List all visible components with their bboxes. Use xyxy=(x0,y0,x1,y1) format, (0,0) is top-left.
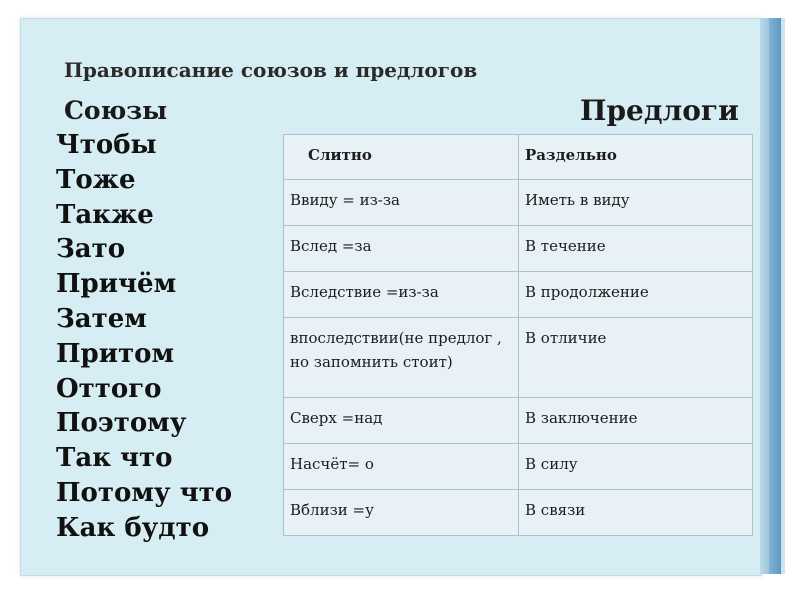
table-cell-solid: Вследствие =из-за xyxy=(284,272,519,318)
table-row xyxy=(284,180,753,226)
conjunction-item: Чтобы xyxy=(56,130,157,160)
conjunction-item: Притом xyxy=(56,338,175,369)
table-cell-separate: В течение xyxy=(519,226,753,272)
table-header-row xyxy=(284,135,753,180)
table-cell-solid: Вблизи =у xyxy=(284,490,519,536)
slide-title: Правописание союзов и предлогов xyxy=(64,58,478,82)
table-cell-separate: Иметь в виду xyxy=(519,180,753,226)
table-row xyxy=(284,226,753,272)
table-cell-separate: В силу xyxy=(519,444,753,490)
decorative-side-bar-accent xyxy=(769,18,781,574)
table-cell-separate: В отличие xyxy=(519,318,753,398)
table-cell-solid: Насчёт= о xyxy=(284,444,519,490)
table-cell-solid: Вслед =за xyxy=(284,226,519,272)
table-row xyxy=(284,318,753,398)
conjunction-item: Поэтому xyxy=(56,408,187,439)
decorative-side-bar xyxy=(760,18,769,574)
conjunction-item: Так что xyxy=(56,443,173,474)
column-header-separate: Раздельно xyxy=(519,135,753,180)
table-cell-solid: Ввиду = из-за xyxy=(284,180,519,226)
conjunction-item: Как будто xyxy=(56,512,210,543)
conjunction-item: Тоже xyxy=(56,164,136,195)
table-cell-separate: В заключение xyxy=(519,398,753,444)
table-row xyxy=(284,272,753,318)
table-cell-separate: В продолжение xyxy=(519,272,753,318)
table-row xyxy=(284,444,753,490)
conjunctions-heading: Союзы xyxy=(64,96,168,125)
conjunction-item: Зато xyxy=(56,234,126,265)
conjunctions-list xyxy=(56,128,232,546)
conjunction-item: Оттого xyxy=(56,373,162,404)
conjunction-item: Потому что xyxy=(56,477,233,508)
table-row xyxy=(284,490,753,536)
table-cell-separate: В связи xyxy=(519,490,753,536)
prepositions-table xyxy=(283,134,753,536)
conjunction-item: Причём xyxy=(56,269,177,300)
conjunction-item: Также xyxy=(56,199,154,230)
table-cell-solid: Сверх =над xyxy=(284,398,519,444)
column-header-solid: Слитно xyxy=(284,135,519,180)
conjunction-item: Затем xyxy=(56,303,147,334)
prepositions-heading: Предлоги xyxy=(580,94,739,127)
decorative-side-bar-edge xyxy=(781,18,785,574)
table-row xyxy=(284,398,753,444)
table-cell-solid: впоследствии(не предлог , но запомнить стоит) xyxy=(284,318,519,398)
